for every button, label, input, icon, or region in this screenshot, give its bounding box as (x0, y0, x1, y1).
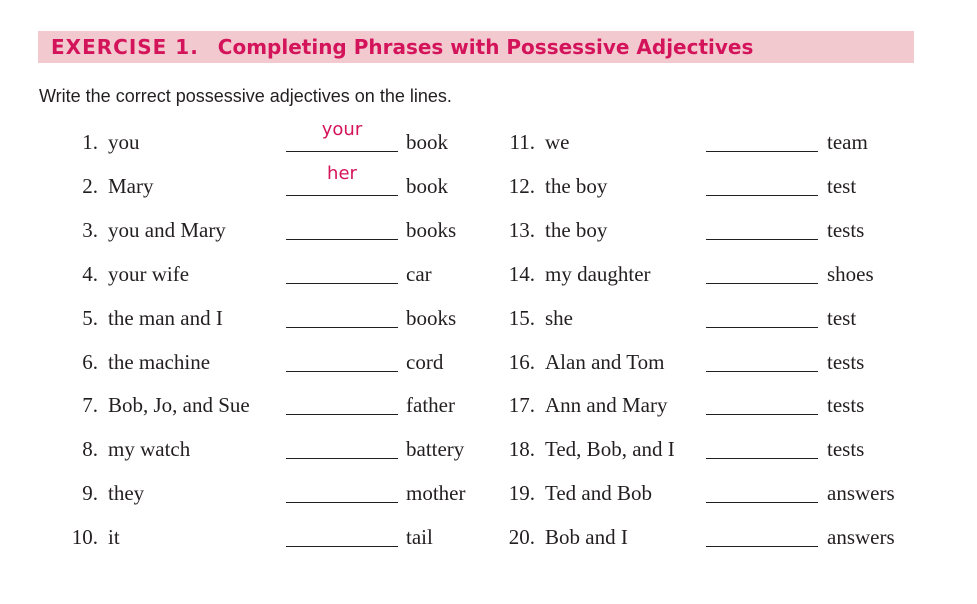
exercise-item (0, 304, 977, 334)
item-number: 6. (82, 350, 98, 374)
item-number: 13. (508, 218, 535, 242)
item-subject: they (108, 481, 145, 505)
item-number: 19. (508, 481, 535, 505)
item-subject: Ted, Bob, and I (545, 437, 675, 461)
item-number: 12. (508, 174, 535, 198)
item-subject: it (108, 525, 120, 549)
exercise-item (0, 391, 977, 421)
item-noun: answers (827, 481, 895, 505)
answer-blank-line[interactable] (706, 260, 818, 284)
item-subject: the machine (108, 350, 211, 374)
item-noun: books (406, 218, 457, 242)
item-subject: she (545, 306, 573, 330)
item-subject: we (545, 130, 570, 154)
item-subject: Ann and Mary (545, 393, 668, 417)
exercise-item (0, 172, 977, 202)
item-noun: test (827, 174, 857, 198)
item-subject: the man and I (108, 306, 223, 330)
item-number: 9. (82, 481, 98, 505)
item-noun: book (406, 174, 448, 198)
handwritten-answer: your (321, 119, 363, 140)
exercise-item (0, 523, 977, 553)
item-noun: tail (406, 525, 433, 549)
answer-blank-line[interactable] (706, 172, 818, 196)
item-noun: test (827, 306, 857, 330)
item-noun: tests (827, 393, 865, 417)
item-subject: you (108, 130, 140, 154)
exercise-item (0, 216, 977, 246)
exercise-item (0, 348, 977, 378)
item-noun: father (406, 393, 455, 417)
item-subject: my daughter (545, 262, 651, 286)
item-subject: you and Mary (108, 218, 226, 242)
exercise-item (0, 260, 977, 290)
exercise-title: Completing Phrases with Possessive Adjectives (217, 35, 754, 59)
item-number: 18. (508, 437, 535, 461)
exercise-item (0, 128, 977, 158)
item-number: 17. (508, 393, 535, 417)
item-noun: battery (406, 437, 465, 461)
item-number: 14. (508, 262, 535, 286)
item-subject: the boy (545, 174, 608, 198)
item-subject: Mary (108, 174, 154, 198)
item-subject: my watch (108, 437, 191, 461)
answer-blank-line[interactable] (706, 304, 818, 328)
item-number: 1. (82, 130, 98, 154)
item-noun: team (827, 130, 868, 154)
exercise-label: EXERCISE 1. (51, 35, 199, 59)
answer-blank-line[interactable] (706, 348, 818, 372)
exercise-item (0, 435, 977, 465)
item-noun: answers (827, 525, 895, 549)
item-noun: book (406, 130, 448, 154)
item-noun: cord (406, 350, 444, 374)
item-subject: the boy (545, 218, 608, 242)
handwritten-answer: her (327, 163, 357, 184)
exercise-instructions: Write the correct possessive adjectives on the lines. (39, 86, 452, 106)
item-number: 11. (509, 130, 535, 154)
answer-blank-line[interactable] (706, 216, 818, 240)
item-subject: Ted and Bob (545, 481, 653, 505)
exercise-item (0, 479, 977, 509)
item-noun: car (406, 262, 432, 286)
item-number: 8. (82, 437, 98, 461)
answer-blank-line[interactable] (706, 523, 818, 547)
item-number: 15. (508, 306, 535, 330)
item-subject: Bob, Jo, and Sue (108, 393, 250, 417)
item-number: 10. (71, 525, 98, 549)
item-subject: Alan and Tom (545, 350, 665, 374)
item-subject: Bob and I (545, 525, 628, 549)
answer-blank-line[interactable] (706, 391, 818, 415)
item-number: 4. (82, 262, 98, 286)
item-noun: books (406, 306, 457, 330)
item-subject: your wife (108, 262, 190, 286)
item-noun: shoes (827, 262, 874, 286)
item-noun: tests (827, 437, 865, 461)
item-number: 20. (508, 525, 535, 549)
answer-blank-line[interactable] (706, 128, 818, 152)
exercise-header (51, 33, 753, 61)
item-number: 16. (508, 350, 535, 374)
item-number: 7. (82, 393, 98, 417)
answer-blank-line[interactable] (706, 435, 818, 459)
answer-blank-line[interactable] (706, 479, 818, 503)
item-number: 2. (82, 174, 98, 198)
item-noun: tests (827, 218, 865, 242)
item-noun: mother (406, 481, 466, 505)
item-noun: tests (827, 350, 865, 374)
item-number: 3. (82, 218, 98, 242)
item-number: 5. (82, 306, 98, 330)
